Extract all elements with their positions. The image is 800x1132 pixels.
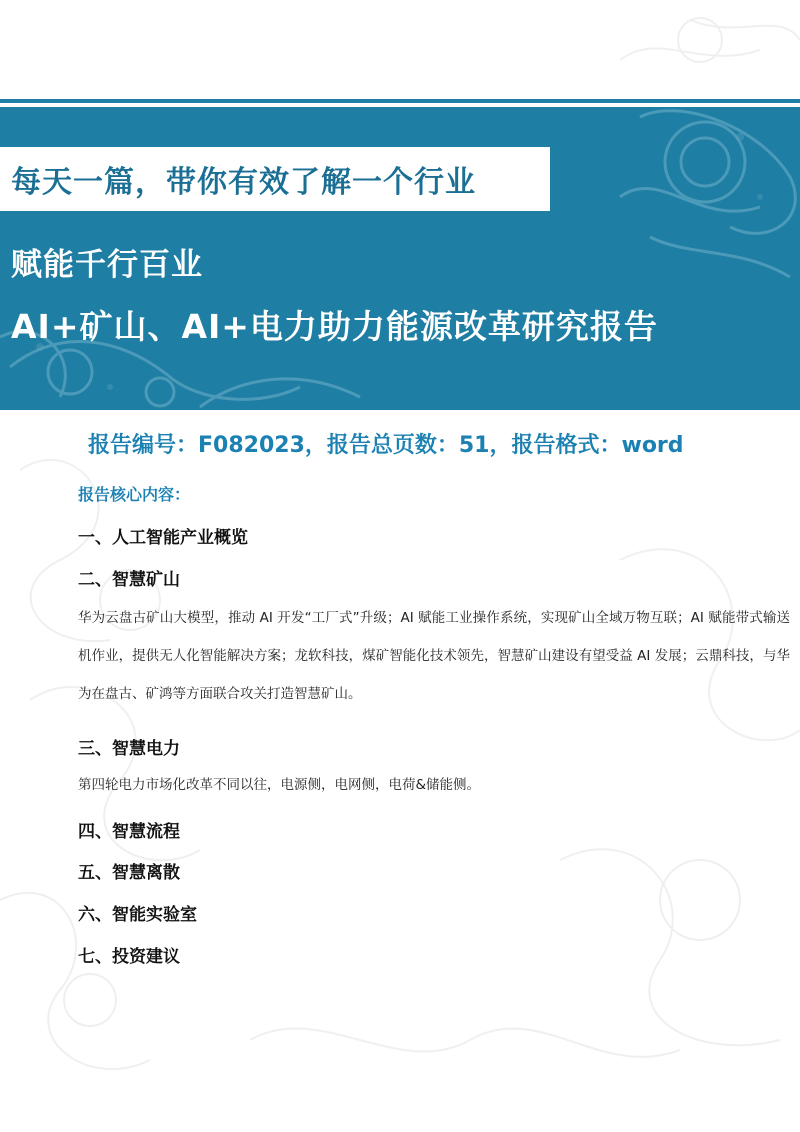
section-body-2: 华为云盘古矿山大模型，推动 AI 开发“工厂式”升级；AI 赋能工业操作系统，实现矿山全域万物互联；AI 赋能带式输送机作业，提供无人化智能解决方案；龙软科技，煤矿智能化技术领先，智慧矿山建设有望受益 AI 发展；云鼎科技，与华为在盘古、矿鸿等方面联合攻关打造智慧矿山。 bbox=[78, 610, 790, 702]
section-heading-7: 七、投资建议 bbox=[78, 947, 180, 967]
section-body-3: 第四轮电力市场化改革不同以往，电源侧，电网侧，电荷&储能侧。 bbox=[78, 777, 481, 793]
section-heading-5: 五、智慧离散 bbox=[78, 863, 180, 883]
section-heading-2: 二、智慧矿山 bbox=[78, 570, 180, 590]
tagline: 每天一篇，带你有效了解一个行业 bbox=[11, 165, 476, 200]
report-subtitle: 赋能千行百业 bbox=[11, 247, 203, 283]
core-content-label: 报告核心内容： bbox=[78, 485, 191, 504]
section-heading-4: 四、智慧流程 bbox=[78, 822, 180, 842]
report-info: 报告编号：F082023，报告总页数：51，报告格式：word bbox=[88, 433, 684, 458]
top-divider-line bbox=[0, 99, 800, 103]
section-heading-3: 三、智慧电力 bbox=[78, 739, 180, 759]
section-heading-1: 一、人工智能产业概览 bbox=[78, 528, 248, 548]
report-title: AI+矿山、AI+电力助力能源改革研究报告 bbox=[11, 307, 658, 346]
section-heading-6: 六、智能实验室 bbox=[78, 905, 197, 925]
tagline-box bbox=[0, 147, 550, 211]
